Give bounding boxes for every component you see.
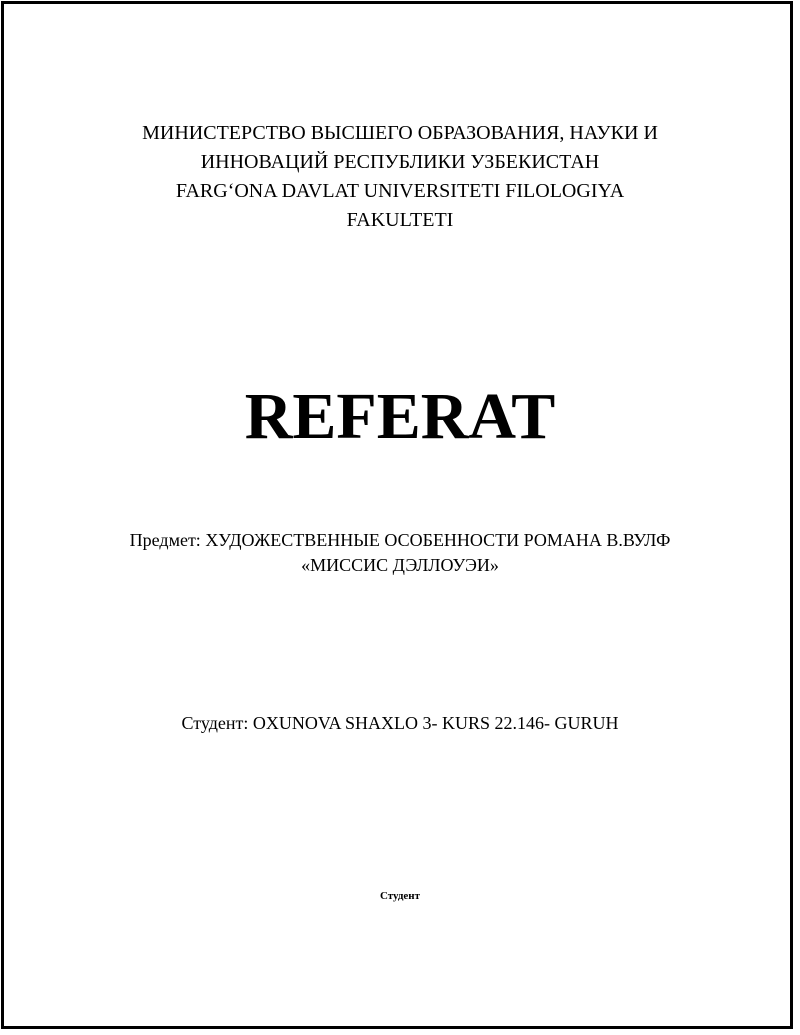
subject-line-1: Предмет: ХУДОЖЕСТВЕННЫЕ ОСОБЕННОСТИ РОМАНА В.ВУЛФ [129, 530, 671, 550]
institution-header [0, 119, 800, 235]
footer-student-label: Студент [379, 890, 421, 902]
student-info: Студент: OXUNOVA SHAXLO 3- KURS 22.146- GURUH [181, 713, 619, 733]
header-line-ministry: МИНИСТЕРСТВО ВЫСШЕГО ОБРАЗОВАНИЯ, НАУКИ И [142, 122, 658, 144]
header-line-faculty: FAKULTETI [346, 209, 454, 231]
subject-line-2: «МИССИС ДЭЛЛОУЭИ» [301, 555, 499, 575]
header-line-university: FARG‘ONA DAVLAT UNIVERSITETI FILOLOGIYA [175, 180, 625, 202]
subject-block [0, 528, 800, 578]
header-line-republic: ИННОВАЦИЙ РЕСПУБЛИКИ УЗБЕКИСТАН [200, 151, 600, 173]
document-title: REFERAT [244, 380, 556, 453]
